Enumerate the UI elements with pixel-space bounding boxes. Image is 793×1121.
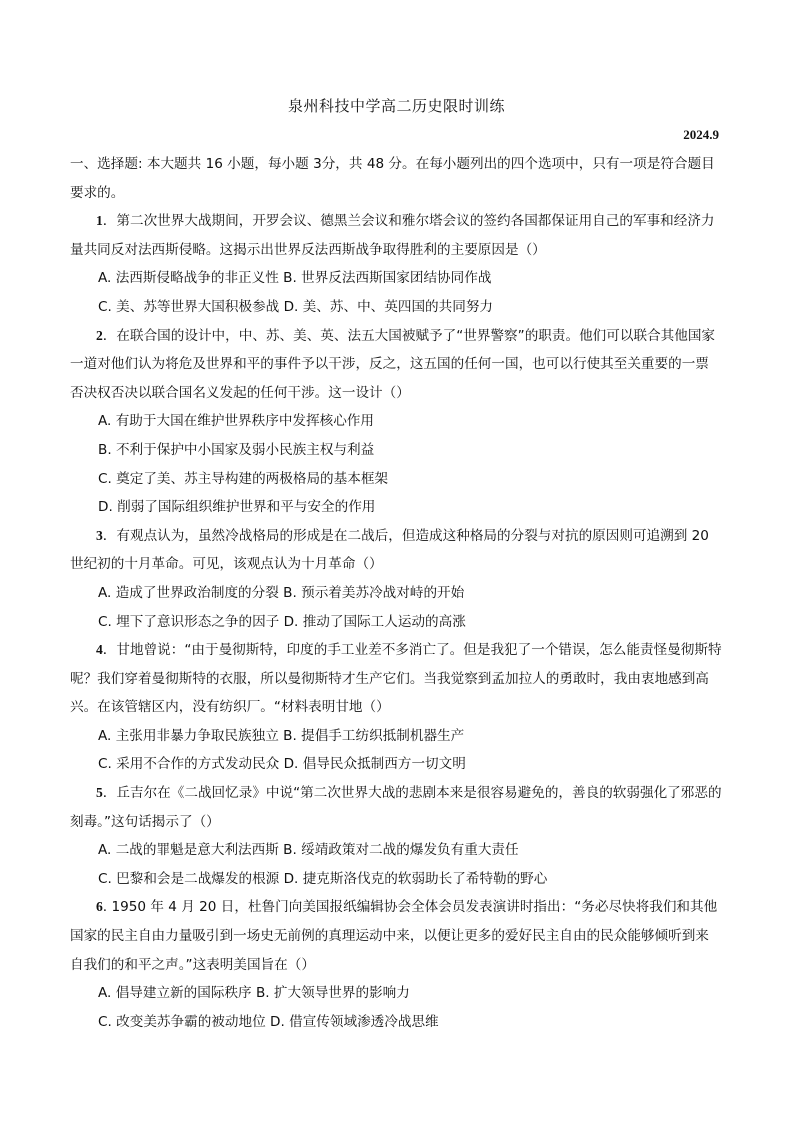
option-line: C. 奠定了美、苏主导构建的两极格局的基本框架 — [98, 470, 389, 487]
option-line: C. 改变美苏争霸的被动地位 D. 借宣传领域渗透冷战思维 — [98, 1013, 439, 1030]
option-line: A. 主张用非暴力争取民族独立 B. 提倡手工纺织抵制机器生产 — [98, 727, 465, 744]
question-4 — [70, 636, 722, 779]
question-section — [70, 150, 722, 1036]
option-line: D. 削弱了国际组织维护世界和平与安全的作用 — [98, 499, 376, 516]
question-text: ．第二次世界大战期间，开罗会议、德黑兰会议和雅尔塔会议的签约各国都保证用自己的军事和经济力量共同反对法西斯侵略。这揭示出世界反法西斯战争取得胜利的主要原因是（） — [70, 213, 715, 258]
question-3 — [70, 522, 722, 636]
option-line: C. 巴黎和会是二战爆发的根源 D. 捷克斯洛伐克的软弱助长了希特勒的野心 — [98, 870, 548, 887]
option-line: C. 美、苏等世界大国积极参战 D. 美、苏、中、英四国的共同努力 — [98, 298, 493, 315]
exam-date: 2024.9 — [683, 127, 719, 142]
section-intro: 一、选择题: 本大题共 16 小题，每小题 3分，共 48 分。在每小题列出的四个选项中，只有一项是符合题目要求的。 — [70, 156, 715, 201]
question-5 — [70, 779, 722, 893]
question-number: 3 — [96, 527, 103, 543]
question-text: ．有观点认为，虽然冷战格局的形成是在二战后，但造成这种格局的分裂与对抗的原因则可追溯到 20 世纪初的十月革命。可见，该观点认为十月革命（） — [70, 527, 709, 573]
question-number: 2 — [96, 327, 103, 343]
question-number: 6 — [96, 899, 103, 915]
question-text: ．在联合国的设计中，中、苏、美、英、法五大国被赋予了“世界警察”的职责。他们可以联合其他国家一道对他们认为将危及世界和平的事件予以干涉，反之，这五国的任何一国，也可以行使其至关重要的一票否决权否决以联合国名义发起的任何干涉。这一设计（） — [70, 327, 716, 401]
option-line: A. 有助于大国在维护世界秩序中发挥核心作用 — [98, 413, 374, 430]
page-title: 泉州科技中学高二历史限时训练 — [287, 97, 505, 115]
question-number: 1 — [96, 213, 103, 229]
option-line: C. 采用不合作的方式发动民众 D. 倡导民众抵制西方一切文明 — [98, 756, 466, 773]
question-stem — [70, 893, 722, 979]
question-number: 5 — [96, 785, 103, 801]
question-number: 4 — [96, 642, 103, 658]
option-line: B. 不利于保护中小国家及弱小民族主权与利益 — [98, 441, 375, 458]
question-text: ．甘地曾说：“由于曼彻斯特，印度的手工业差不多消亡了。但是我犯了一个错误，怎么能责怪曼彻斯特呢？我们穿着曼彻斯特的衣服，所以曼彻斯特才生产它们。当我觉察到孟加拉人的勇敢时，我由衷地感到高兴。在该管辖区内，没有纺织厂。“材料表明甘地（） — [70, 642, 722, 716]
question-1 — [70, 207, 722, 321]
question-6 — [70, 893, 722, 1036]
question-text: . 1950 年 4 月 20 日，杜鲁门向美国报纸编辑协会全体会员发表演讲时指出：“务必尽快将我们和其他国家的民主自由力量吸引到一场史无前例的真理运动中来，以便让更多的爱好民主自由的民众能够倾听到来自我们的和平之声。”这表明美国旨在（） — [70, 899, 718, 973]
question-2 — [70, 322, 722, 522]
option-line: A. 造成了世界政治制度的分裂 B. 预示着美苏冷战对峙的开始 — [98, 584, 465, 601]
question-stem — [70, 207, 722, 264]
option-line: A. 法西斯侵略战争的非正义性 B. 世界反法西斯国家团结协同作战 — [98, 270, 492, 287]
option-line: A. 二战的罪魁是意大利法西斯 B. 绥靖政策对二战的爆发负有重大责任 — [98, 842, 519, 859]
option-line: A. 倡导建立新的国际秩序 B. 扩大领导世界的影响力 — [98, 985, 410, 1002]
question-text: ．丘吉尔在《二战回忆录》中说“第二次世界大战的悲剧本来是很容易避免的，善良的软弱强化了邪恶的刻毒。”这句话揭示了（） — [70, 785, 722, 830]
question-stem — [70, 779, 722, 836]
question-stem — [70, 522, 722, 579]
option-line: C. 埋下了意识形态之争的因子 D. 推动了国际工人运动的高涨 — [98, 613, 466, 630]
question-stem — [70, 636, 722, 722]
question-stem — [70, 322, 722, 408]
